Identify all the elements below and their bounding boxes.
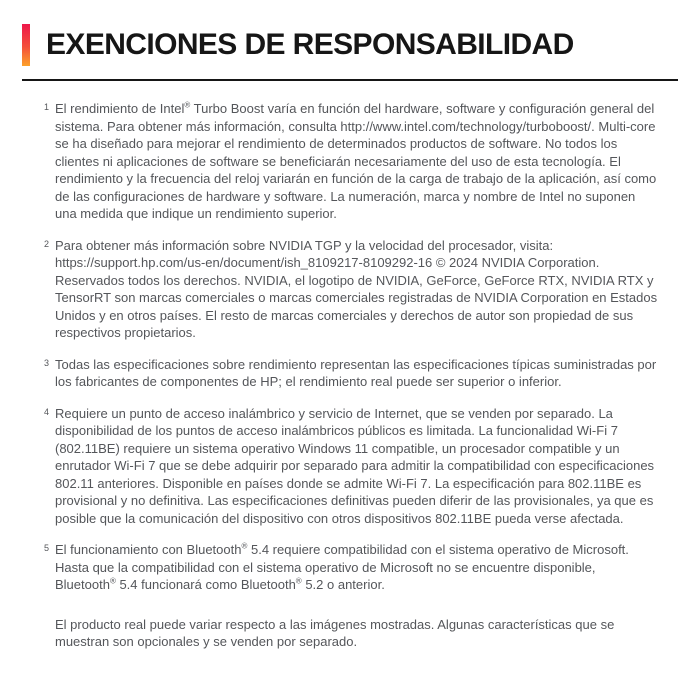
closing-note: El producto real puede variar respecto a las imágenes mostradas. Algunas características que se muestran son opcionales y se venden por separado.	[55, 616, 615, 649]
disclaimer-item-5	[44, 541, 658, 594]
page-header	[22, 24, 678, 66]
footnote-marker-5: 5	[44, 543, 50, 553]
disclaimer-item-2	[44, 237, 658, 342]
disclaimer-item-4	[44, 405, 658, 528]
disclaimer-text-5: El funcionamiento con Bluetooth® 5.4 requiere compatibilidad con el sistema operativo de Microsoft. Hasta que la compatibilidad con el sistema operativo de Microsoft no se encuentre disponible, Bluetooth® 5.4 funcionará como Bluetooth® 5.2 o anterior.	[55, 541, 629, 592]
footnote-marker-3: 3	[44, 357, 50, 368]
header-divider	[22, 79, 678, 81]
footnote-marker-2: 2	[44, 238, 50, 249]
disclaimer-text-3: Todas las especificaciones sobre rendimiento representan las especificaciones típicas suministradas por los fabricantes de componentes de HP; el rendimiento real puede ser superior o inferior.	[55, 356, 657, 389]
page-title: EXENCIONES DE RESPONSABILIDAD	[46, 28, 574, 61]
disclaimer-list	[44, 100, 658, 651]
footnote-marker-1: 1	[44, 102, 50, 112]
footnote-marker-4: 4	[44, 406, 50, 417]
disclaimer-text-2: Para obtener más información sobre NVIDIA TGP y la velocidad del procesador, visita: https://support.hp.com/us-en/document/ish_8109217-8109292-16 © 2024 NVIDIA Corporation. Reservados todos los derechos. NVIDIA, el logotipo de NVIDIA, GeForce, GeForce RTX, NVIDIA RTX y TensorRT son marcas comerciales o marcas comerciales registradas de NVIDIA Corporation en Estados Unidos y en otros países. El resto de marcas comerciales y derechos de autor son propiedad de sus respectivos propietarios.	[55, 237, 658, 340]
disclaimer-text-4: Requiere un punto de acceso inalámbrico y servicio de Internet, que se venden por separado. La disponibilidad de los puntos de acceso inalámbricos públicos es limitada. La funcionalidad Wi-Fi 7 (802.11BE) requiere un sistema operativo Windows 11 compatible, un procesador compatible y un enrutador Wi-Fi 7 que se debe adquirir por separado para admitir la compatibilidad con especificaciones 802.11 anteriores. Disponible en países donde se admite Wi-Fi 7. La especificación para 802.11BE es provisional y no definitiva. Las especificaciones definitivas pueden diferir de las provisionales, ya que es posible que la comunicación del dispositivo con otros dispositivos 802.11BE pueda verse afectada.	[55, 405, 655, 526]
accent-gradient-bar	[22, 24, 30, 66]
disclaimer-text-1: El rendimiento de Intel® Turbo Boost varía en función del hardware, software y configuración general del sistema. Para obtener más información, consulta http://www.intel.com/technology/turboboost/. Multi-core se ha diseñado para mejorar el rendimiento de determinados productos de software. No todos los clientes ni aplicaciones de software se beneficiarán necesariamente del uso de esta tecnología. El rendimiento y la frecuencia del reloj variarán en función de la carga de trabajo de la aplicación, así como de las configuraciones de hardware y software. La numeración, marca y nombre de Intel no suponen una medida que indique un rendimiento superior.	[55, 100, 657, 221]
disclaimer-item-3	[44, 356, 658, 391]
disclaimer-item-1	[44, 100, 658, 223]
